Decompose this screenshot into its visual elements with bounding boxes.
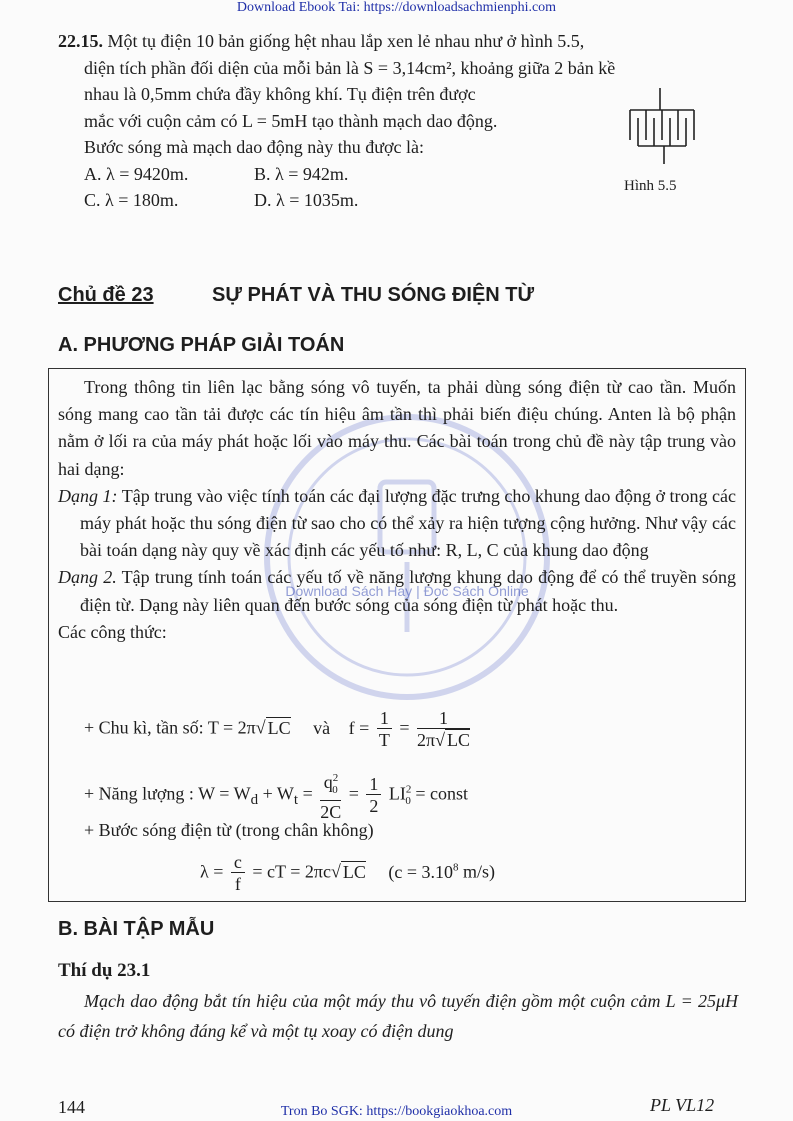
f2-num — [320, 768, 341, 801]
f1-den-2 — [417, 729, 470, 751]
problem-number: 22.15. — [58, 31, 103, 51]
topic-label-text: Chủ đề 23 — [58, 284, 154, 306]
page-number: 144 — [58, 1097, 85, 1117]
f2-fraction-half — [366, 774, 381, 817]
formula-wavelength-label: + Bước sóng điện từ (trong chân không) — [84, 820, 374, 840]
f3-fraction — [231, 852, 245, 895]
sqrt-icon: √ — [255, 717, 266, 738]
f1-prefix: + Chu kì, tần số: T = 2π — [84, 717, 256, 738]
problem-line-2: diện tích phần đối diện của mỗi bản là S = 3,14cm², khoảng giữa 2 bản kề — [84, 57, 616, 78]
f1-sqrt: LC — [267, 717, 291, 738]
dang-2-paragraph — [58, 564, 736, 618]
capacitor-figure — [624, 88, 704, 164]
footer-link[interactable]: Tron Bo SGK: https://bookgiaokhoa.com — [280, 1104, 513, 1119]
f2-tail-sub: 0 — [405, 795, 411, 808]
example-paragraph: Mạch dao động bắt tín hiệu của một máy thu vô tuyến điện gồm một cuộn cảm L = 25μH có điện trở không đáng kể và một tụ xoay có điện dung — [58, 991, 738, 1041]
f2-tail-sup: 2 — [405, 783, 412, 796]
f1-num-2: 1 — [417, 708, 470, 729]
f2-den: 2C — [320, 801, 342, 822]
f1-and: và — [313, 717, 331, 738]
f1-den-2-sqrt: LC — [446, 730, 470, 750]
f3-lambda: λ = — [200, 861, 224, 882]
f1-den-2-pre: 2π — [416, 730, 436, 750]
f3-c-sup: 8 — [452, 861, 459, 874]
section-b-heading: B. BÀI TẬP MẪU — [58, 918, 215, 940]
dang-2-label: Dạng 2. — [58, 567, 117, 588]
f1-f: f = — [348, 717, 370, 738]
f1-fraction-2 — [417, 708, 470, 751]
example-title: Thí dụ 23.1 — [58, 960, 151, 981]
option-c: C. λ = 180m. — [84, 190, 179, 210]
formula-wavelength — [200, 852, 495, 895]
f3-c-tail: m/s) — [458, 861, 495, 882]
problem-line-3: nhau là 0,5mm chứa đầy không khí. Tụ điện trên được — [84, 84, 476, 104]
f2-const: = const — [415, 783, 469, 804]
f2-num-q: q — [323, 772, 333, 792]
option-b: B. λ = 942m. — [254, 163, 349, 184]
f1-eq: = — [399, 717, 410, 738]
f1-num-1: 1 — [377, 708, 392, 729]
example-text — [58, 986, 738, 1046]
dang-1-text: Tập trung vào việc tính toán các đại lượng đặc trưng cho khung dao động ở trong các máy phát hoặc thu sóng điện từ sao cho có thể xảy ra hiện tượng cộng hưởng. Như vậy các bài toán dạng này quy về xác định các yếu tố như: R, L, C của khung dao động — [80, 485, 736, 561]
topic-title: SỰ PHÁT VÀ THU SÓNG ĐIỆN TỪ — [212, 284, 535, 306]
header-download-link[interactable]: Download Ebook Tai: https://downloadsachmienphi.com — [236, 0, 557, 15]
problem-line-1: Một tụ điện 10 bản giống hệt nhau lắp xen lẻ nhau như ở hình 5.5, — [107, 31, 585, 51]
f3-sqrt: LC — [342, 861, 366, 882]
f2-prefix: + Năng lượng : W = W — [84, 783, 251, 804]
dang-1-label: Dạng 1: — [58, 485, 118, 506]
formulas-label: Các công thức: — [58, 621, 167, 642]
f1-fraction-1 — [377, 708, 392, 751]
f2-tail: LI — [388, 783, 406, 804]
formula-period-frequency — [84, 708, 473, 751]
topic-label — [58, 284, 154, 307]
book-code: PL VL12 — [650, 1095, 715, 1115]
figure-caption: Hình 5.5 — [624, 178, 677, 194]
section-a-heading: A. PHƯƠNG PHÁP GIẢI TOÁN — [58, 334, 345, 356]
f2-fraction-1 — [320, 768, 341, 823]
dang-1-paragraph — [58, 483, 736, 565]
problem-line-4: mắc với cuộn cảm có L = 5mH tạo thành mạch dao động. — [84, 110, 498, 131]
f3-den: f — [234, 874, 241, 894]
f2-half-den: 2 — [369, 795, 379, 816]
f2-sub-t: t — [293, 792, 299, 809]
f2-eq: = — [298, 783, 313, 804]
f3-num: c — [231, 852, 245, 873]
f2-num-sub: 0 — [332, 783, 338, 796]
f2-half-num: 1 — [366, 774, 381, 795]
dang-2-text: Tập trung tính toán các yếu tố về năng lượng khung dao động để có thể truyền sóng điện từ. Dạng này liên quan đến bước sóng của sóng điện từ phát hoặc thu. — [80, 567, 736, 615]
f1-den-1: T — [378, 730, 390, 750]
option-d: D. λ = 1035m. — [254, 190, 359, 210]
option-a: A. λ = 9420m. — [84, 163, 189, 184]
f3-rest: = cT = 2πc — [252, 861, 331, 882]
f2-sub-d: d — [250, 792, 259, 809]
f2-plus: + W — [258, 783, 294, 804]
intro-paragraph: Trong thông tin liên lạc bằng sóng vô tuyến, ta phải dùng sóng điện từ cao tần. Muốn sóng mang cao tần tải được các tín hiệu âm tần thì phải biến điệu chúng. Anten là bộ phận nằm ở lối ra của máy phát hoặc lối vào máy thu. Các bài toán trong chủ đề này tập trung vào hai dạng: — [58, 377, 736, 479]
sqrt-icon: √ — [330, 861, 341, 882]
f2-num-sup: 2 — [332, 772, 339, 784]
problem-line-5: Bước sóng mà mạch dao động này thu được là: — [84, 137, 424, 157]
f3-c: (c = 3.10 — [388, 861, 453, 882]
f2-eq-2: = — [348, 783, 359, 804]
watermark-text: Download Sách Hay | Đọc Sách Online — [285, 583, 529, 599]
method-box-content — [58, 374, 736, 646]
formula-energy — [84, 768, 468, 823]
sqrt-icon: √ — [435, 730, 445, 750]
